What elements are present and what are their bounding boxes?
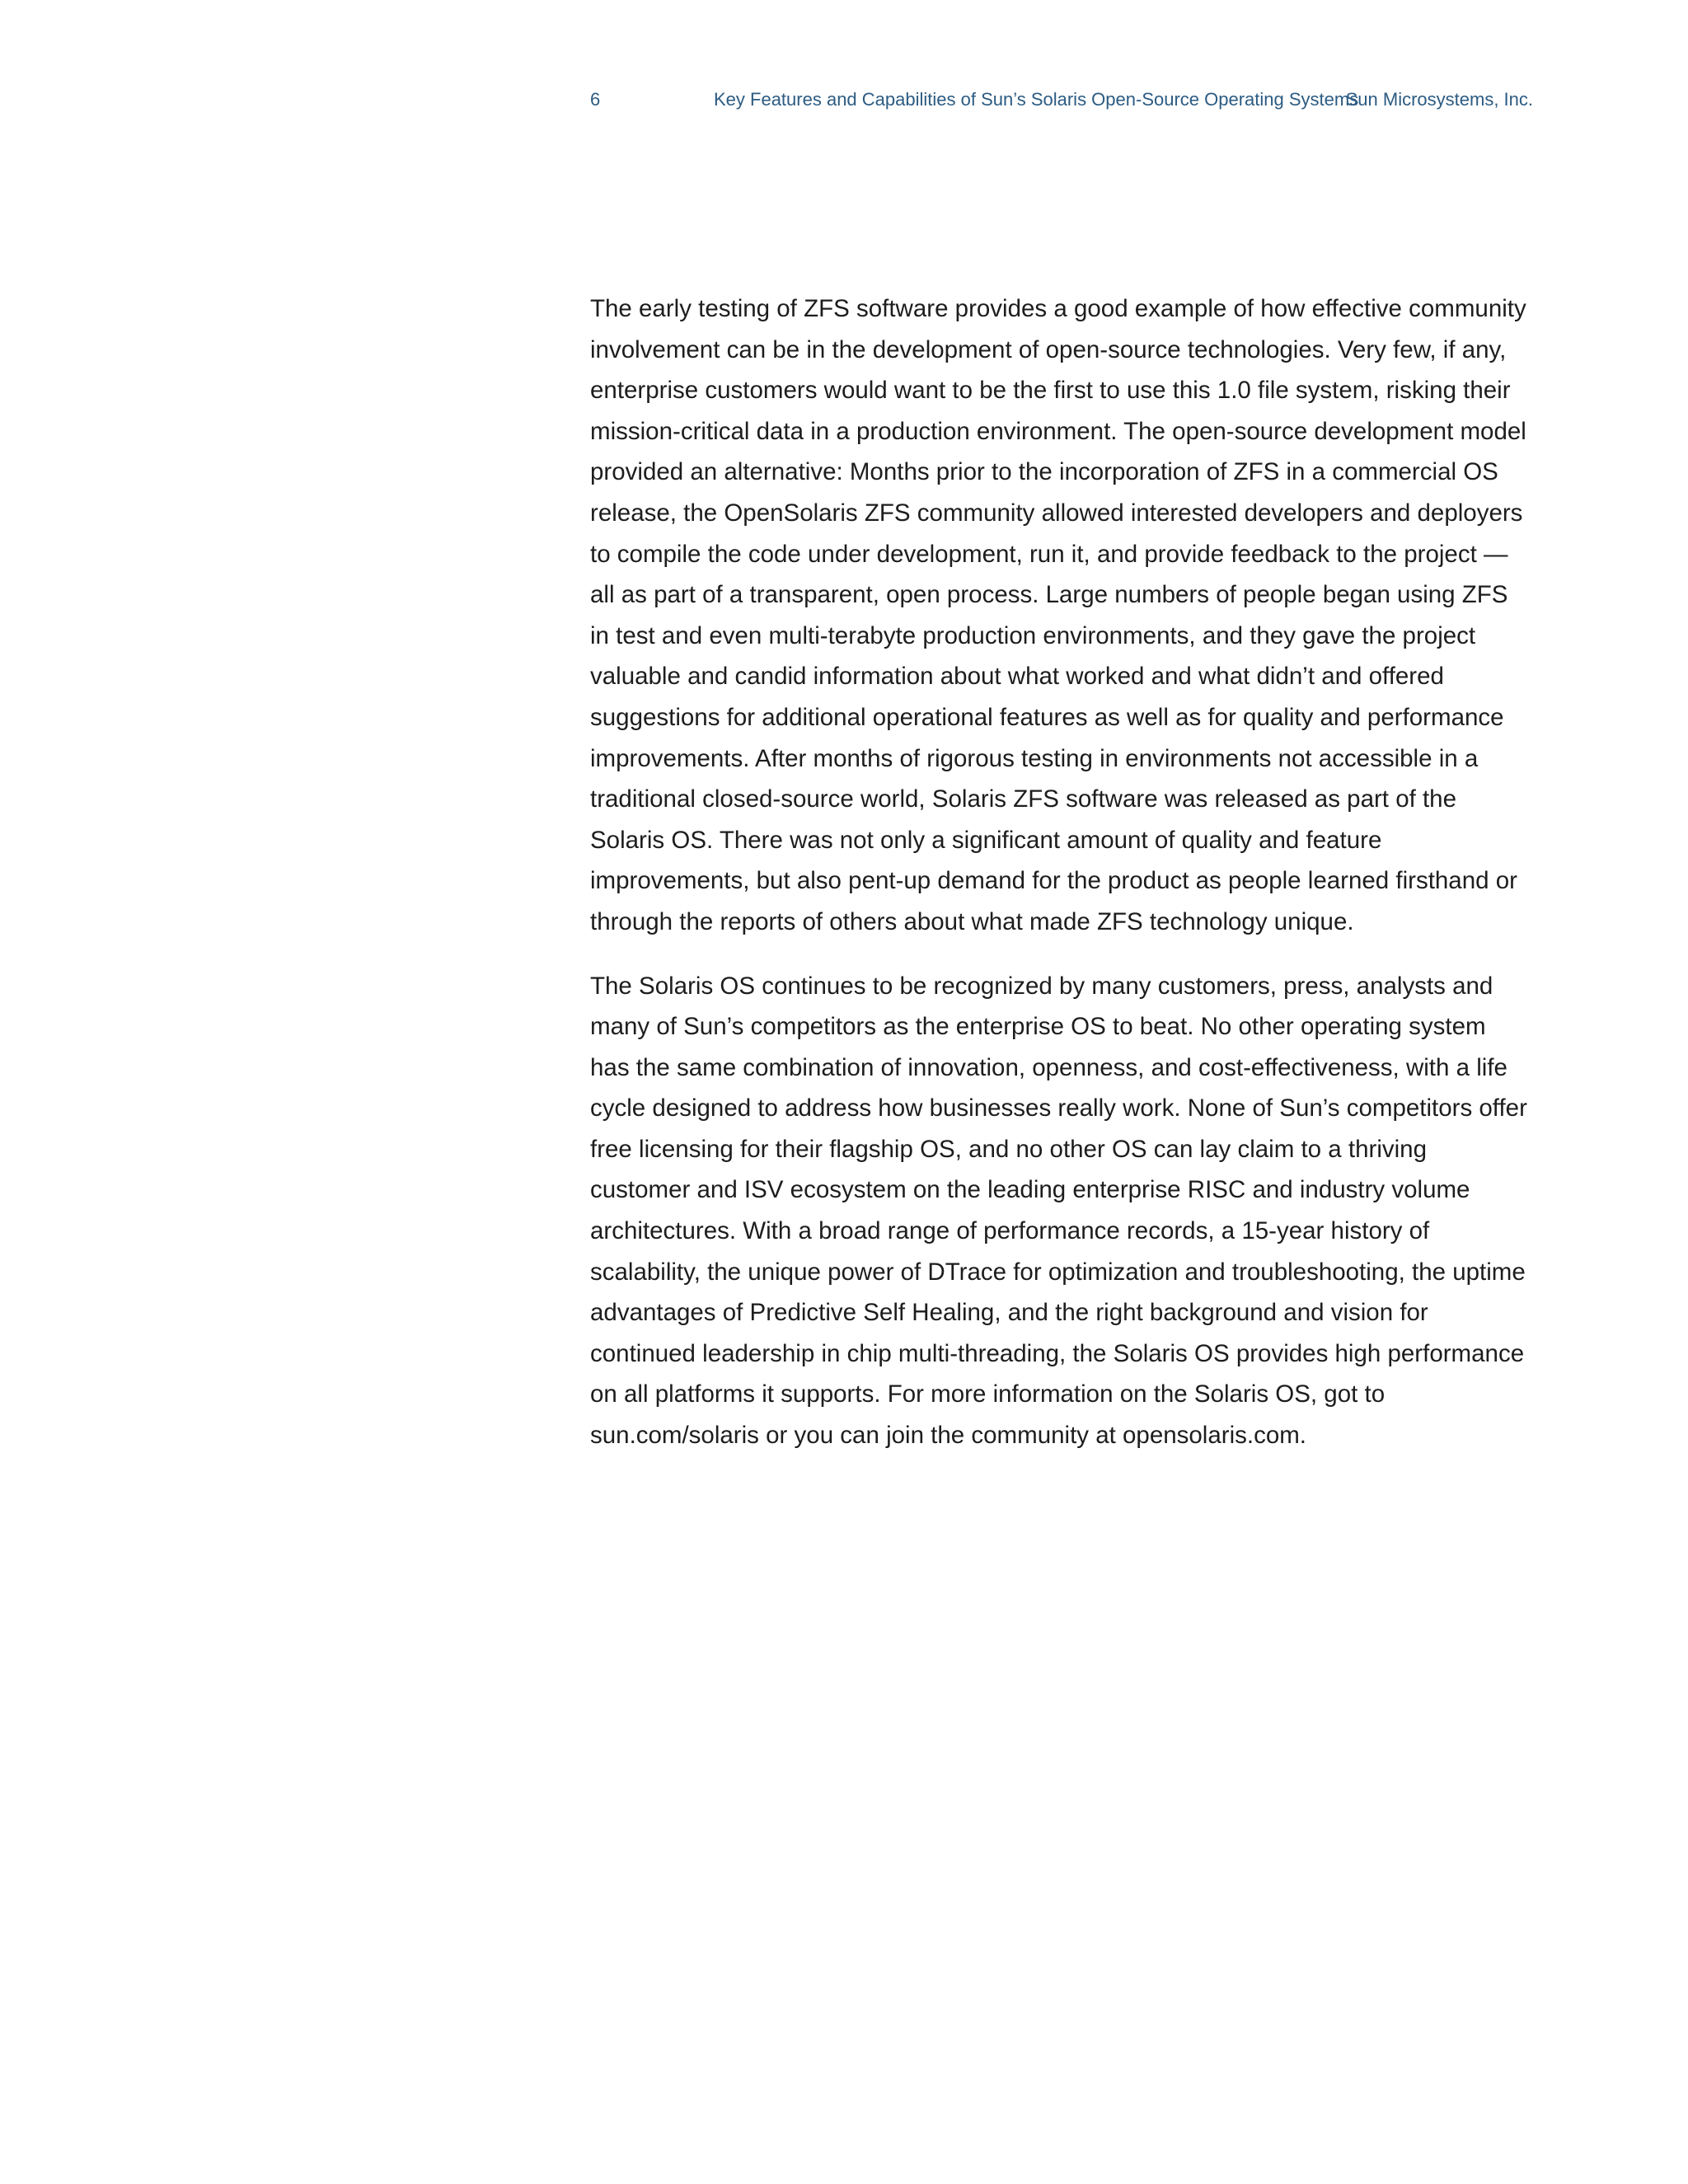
publisher-name: Sun Microsystems, Inc. [1345, 89, 1533, 110]
page-number: 6 [590, 89, 601, 110]
paragraph-zfs-testing: The early testing of ZFS software provides a good example of how effective community involvement can be in the development of open-source technologies. Very few, if any, enterprise customers would want to be the first to use this 1.0 file system, risking their mission-critical data in a production environment. The open-source development model provided an alternative: Months prior to the incorporation of ZFS in a commercial OS release, the OpenSolaris ZFS community allowed interested developers and deployers to compile the code under development, run it, and provide feedback to the project — all as part of a transparent, open process. Large numbers of people began using ZFS in test and even multi-terabyte production environments, and they gave the project valuable and candid information about what worked and what didn’t and offered suggestions for additional operational features as well as for quality and performance improvements. After months of rigorous testing in environments not accessible in a traditional closed-source world, Solaris ZFS software was released as part of the Solaris OS. There was not only a significant amount of quality and feature improvements, but also pent-up demand for the product as people learned firsthand or through the reports of others about what made ZFS technology unique. [590, 295, 1526, 935]
running-header [0, 86, 1688, 114]
document-title: Key Features and Capabilities of Sun’s Solaris Open-Source Operating Systems [714, 89, 1359, 110]
paragraph-solaris-summary: The Solaris OS continues to be recognized by many customers, press, analysts and many of Sun’s competitors as the enterprise OS to beat. No other operating system has the same combination of innovation, openness, and cost-effectiveness, with a life cycle designed to address how businesses really work. None of Sun’s competitors offer free licensing for their flagship OS, and no other OS can lay claim to a thriving customer and ISV ecosystem on the leading enterprise RISC and industry volume architectures. With a broad range of performance records, a 15-year history of scalability, the unique power of DTrace for optimization and troubleshooting, the uptime advantages of Predictive Self Healing, and the right background and vision for continued leadership in chip multi-threading, the Solaris OS provides high performance on all platforms it supports. For more information on the Solaris OS, got to sun.com/solaris or you can join the community at opensolaris.com. [590, 972, 1527, 1450]
body-text [590, 288, 1530, 1479]
